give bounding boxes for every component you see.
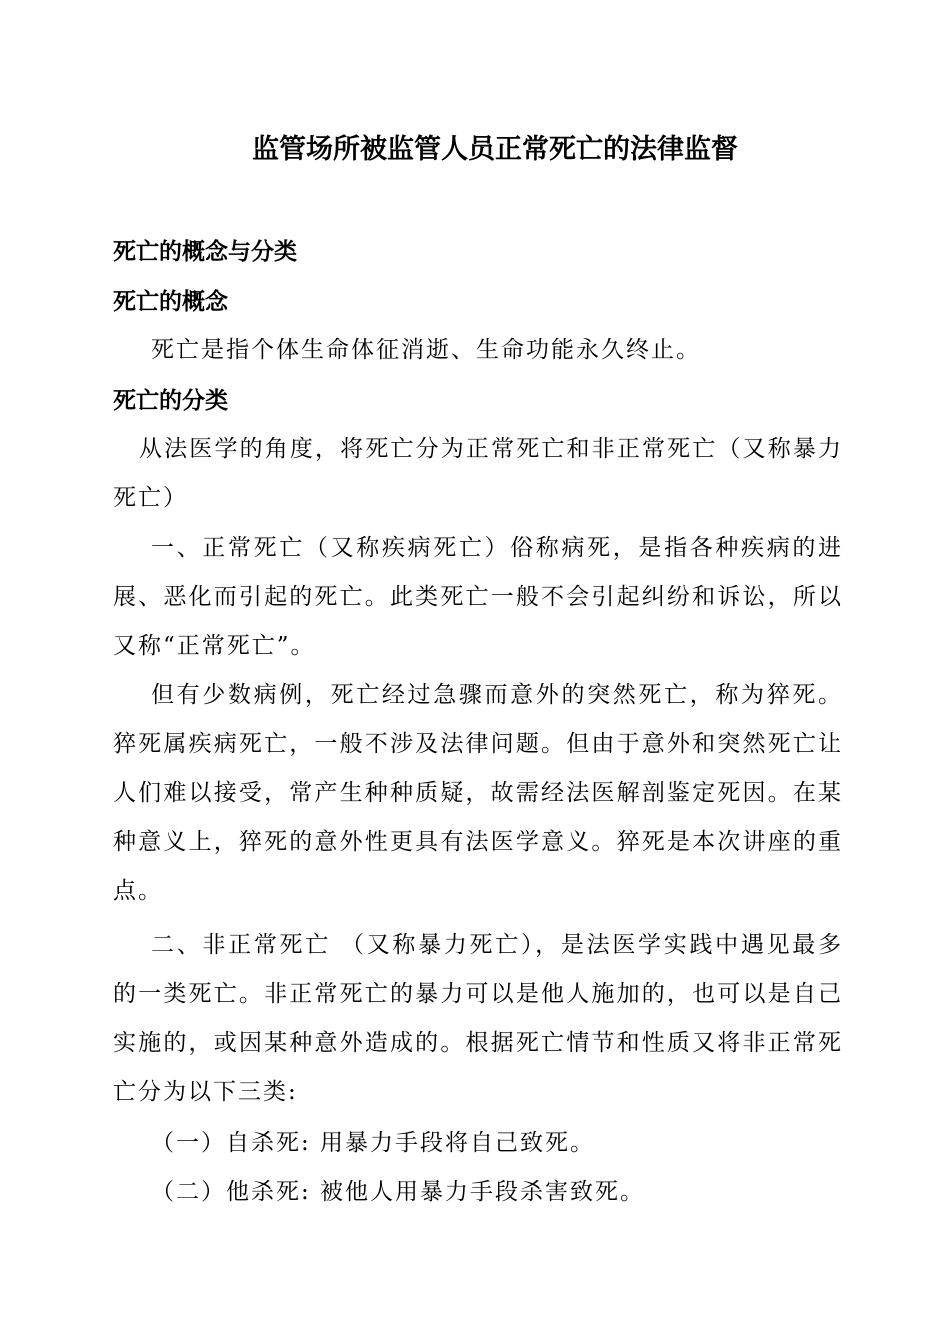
concept-paragraph: 死亡是指个体生命体征消逝、生命功能永久终止。 <box>151 337 701 363</box>
normal-death-paragraph: 一、正常死亡（又称疾病死亡）俗称病死，是指各种疾病的进展、恶化而引起的死亡。此类死亡一般不会引起纠纷和诉讼，所以又称“正常死亡”。 <box>113 535 843 659</box>
suicide-paragraph: （一）自杀死: 用暴力手段将自己致死。 <box>151 1130 596 1156</box>
sudden-death-paragraph: 但有少数病例，死亡经过急骤而意外的突然死亡，称为猝死。猝死属疾病死亡，一般不涉及法律问题。但由于意外和突然死亡让人们难以接受，常产生种种质疑，故需经法医解剖鉴定死因。在某种意义上，猝死的意外性更具有法医学意义。猝死是本次讲座的重点。 <box>113 682 843 904</box>
classification-intro-paragraph: 从法医学的角度，将死亡分为正常死亡和非正常死亡（又称暴力死亡） <box>113 436 843 511</box>
unnatural-death-paragraph: 二、非正常死亡 （又称暴力死亡），是法医学实践中遇见最多的一类死亡。非正常死亡的暴力可以是他人施加的，也可以是自己实施的，或因某种意外造成的。根据死亡情节和性质又将非正常死亡分为以下三类: <box>113 932 843 1105</box>
section-heading: 死亡的概念与分类 <box>113 239 297 265</box>
concept-heading: 死亡的概念 <box>113 289 228 315</box>
document-title: 监管场所被监管人员正常死亡的法律监督 <box>252 134 738 165</box>
classification-heading: 死亡的分类 <box>113 388 228 414</box>
homicide-paragraph: （二）他杀死: 被他人用暴力手段杀害致死。 <box>151 1179 646 1205</box>
